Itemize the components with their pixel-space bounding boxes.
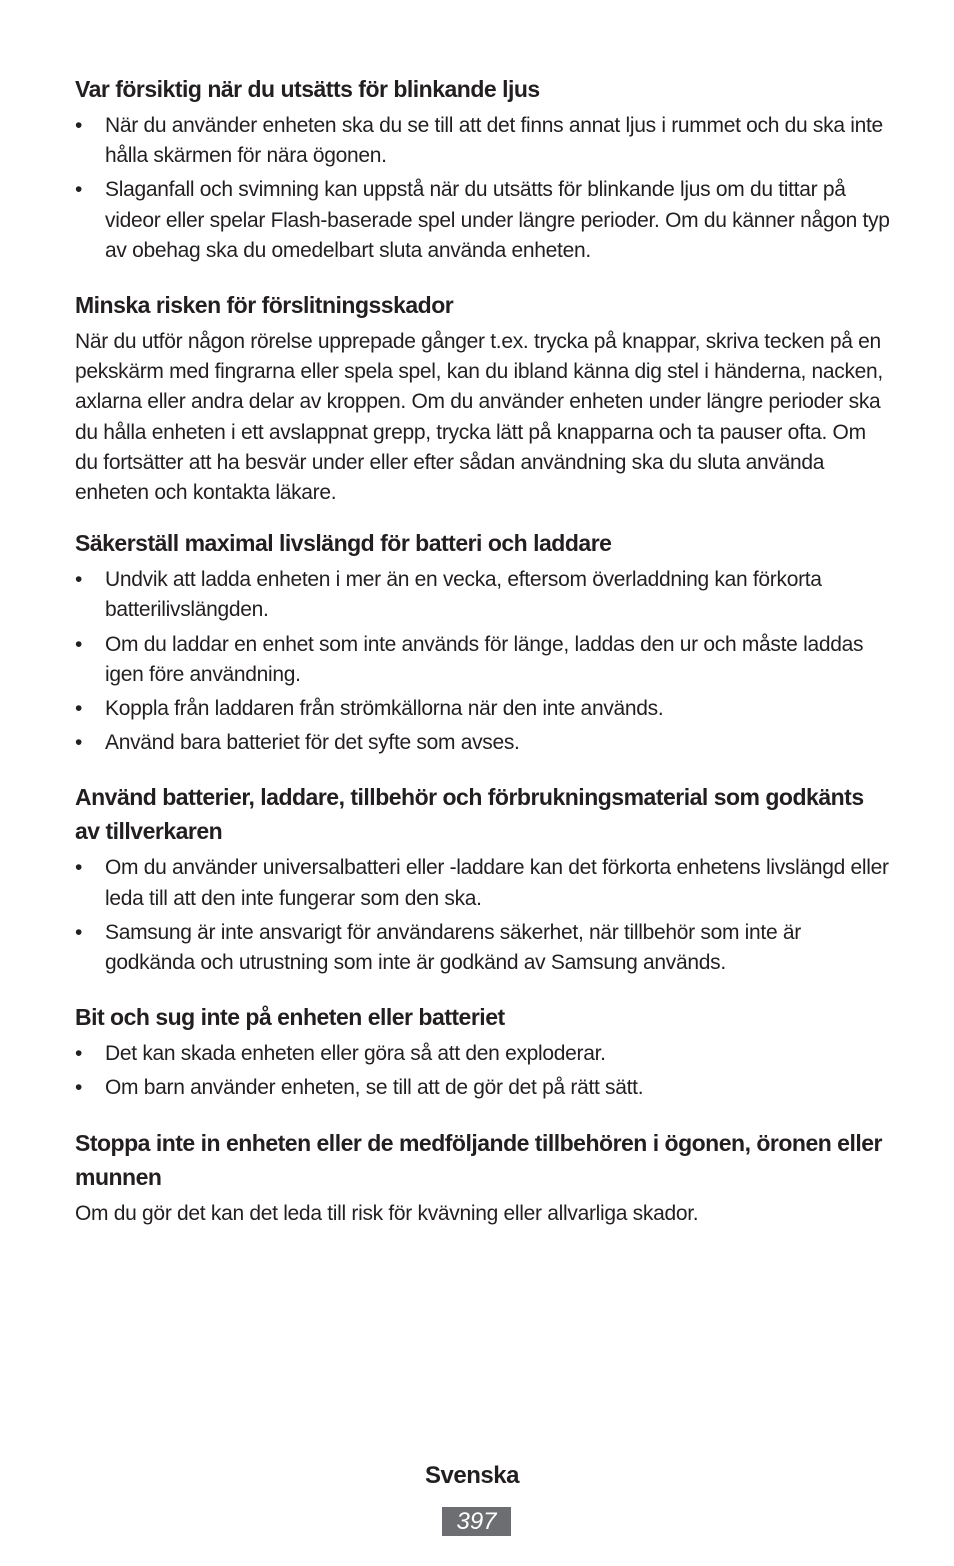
section-heading: Säkerställ maximal livslängd för batteri och laddare (75, 530, 612, 557)
list-item-text: Det kan skada enheten eller göra så att den exploderar. (105, 1042, 606, 1066)
bullet-icon: • (75, 114, 83, 137)
list-item (75, 565, 890, 625)
bullet-list (75, 1039, 890, 1103)
list-item-text: Samsung är inte ansvarigt för användarens säkerhet, när tillbehör som inte är godkända och utrustning som inte är godkänd av Samsung används. (105, 920, 801, 975)
list-item-text: När du använder enheten ska du se till att det finns annat ljus i rummet och du ska inte hålla skärmen för nära ögonen. (105, 114, 883, 168)
list-item (75, 853, 890, 913)
section-heading: Stoppa inte in enheten eller de medföljande tillbehören i ögonen, öronen eller munnen (75, 1129, 882, 1190)
bullet-icon: • (75, 568, 83, 592)
list-item-text: Slaganfall och svimning kan uppstå när du utsätts för blinkande ljus om du tittar på videor eller spelar Flash-baserade spel under längre perioder. Om du känner någon typ av obehag ska du omedelbart sluta använda enheten. (105, 178, 890, 262)
list-item (75, 1073, 890, 1103)
list-item-text: Undvik att ladda enheten i mer än en vecka, eftersom överladdning kan förkorta batterilivslängden. (105, 568, 822, 622)
list-item-text: Koppla från laddaren från strömkällorna när den inte används. (105, 697, 664, 721)
page-number: 397 (442, 1507, 511, 1536)
list-item-text: Om barn använder enheten, se till att de gör det på rätt sätt. (105, 1076, 644, 1100)
bullet-icon: • (75, 856, 83, 880)
section-battery-life (75, 526, 890, 758)
list-item (75, 175, 890, 266)
bullet-list (75, 853, 890, 978)
document-body (75, 72, 890, 1229)
bullet-icon: • (75, 920, 83, 944)
bullet-list (75, 565, 890, 758)
bullet-icon: • (75, 632, 83, 656)
footer-language: Svenska (425, 1462, 519, 1489)
list-item (75, 1039, 890, 1069)
section-heading: Minska risken för förslitningsskador (75, 292, 454, 319)
list-item-text: Använd bara batteriet för det syfte som avses. (105, 731, 520, 755)
list-item (75, 694, 890, 724)
bullet-icon: • (75, 1076, 83, 1100)
bullet-icon: • (75, 178, 83, 202)
list-item (75, 111, 890, 171)
bullet-icon: • (75, 731, 83, 755)
list-item (75, 728, 890, 758)
section-heading: Bit och sug inte på enheten eller batteriet (75, 1004, 505, 1031)
bullet-icon: • (75, 697, 83, 721)
section-do-not-insert (75, 1126, 890, 1229)
section-repetitive-strain (75, 288, 890, 508)
list-item (75, 630, 890, 690)
list-item (75, 918, 890, 978)
list-item-text: Om du laddar en enhet som inte används för länge, laddas den ur och måste laddas igen före användning. (105, 632, 864, 686)
bullet-icon: • (75, 1042, 83, 1066)
section-do-not-bite (75, 1000, 890, 1103)
list-item-text: Om du använder universalbatteri eller -laddare kan det förkorta enhetens livslängd eller leda till att den inte fungerar som den ska. (105, 856, 889, 910)
section-paragraph: När du utför någon rörelse upprepade gånger t.ex. trycka på knappar, skriva tecken på en pekskärm med fingrarna eller spela spel, kan du ibland känna dig stel i händerna, nacken, axlarna eller andra delar av kroppen. Om du använder enheten under längre perioder ska du hålla enheten i ett avslappnat grepp, trycka lätt på knapparna och ta pauser ofta. Om du fortsätter att ha besvär under eller efter sådan användning ska du sluta använda enheten och kontakta läkare. (75, 330, 883, 505)
section-heading: Var försiktig när du utsätts för blinkande ljus (75, 76, 540, 102)
section-flashing-lights (75, 72, 890, 266)
section-heading: Använd batterier, laddare, tillbehör och förbrukningsmaterial som godkänts av tillverkaren (75, 784, 864, 845)
section-approved-accessories (75, 780, 890, 978)
section-paragraph: Om du gör det kan det leda till risk för kvävning eller allvarliga skador. (75, 1201, 699, 1225)
bullet-list (75, 111, 890, 266)
